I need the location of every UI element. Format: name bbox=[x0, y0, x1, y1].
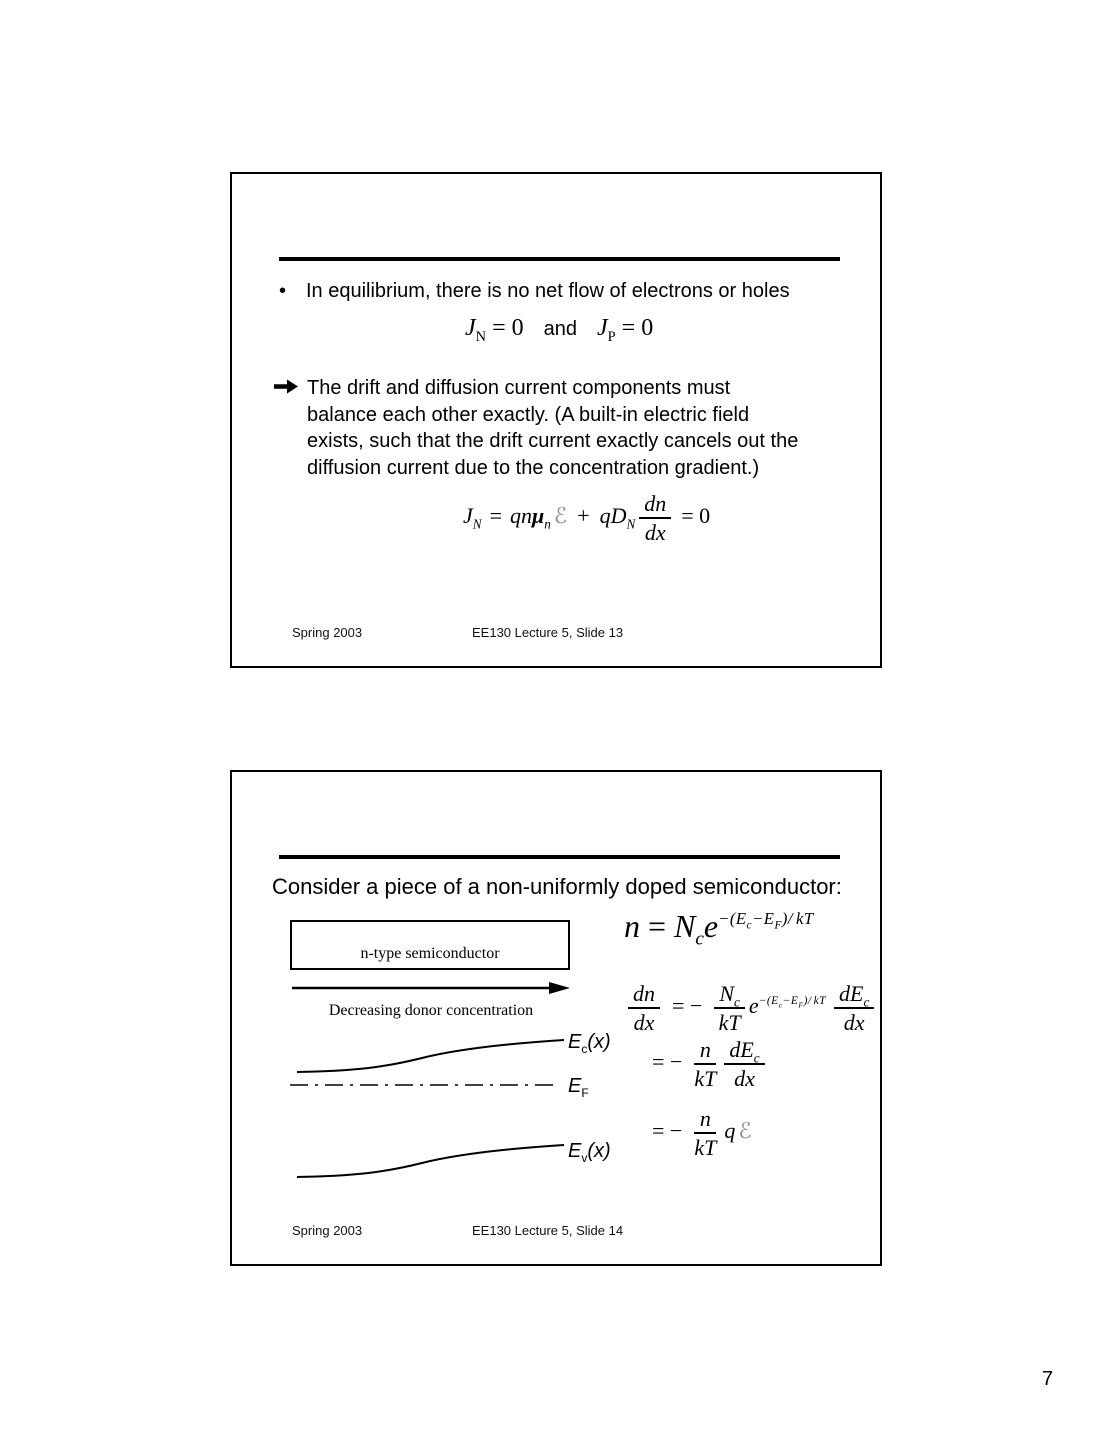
word-and: and bbox=[543, 318, 577, 340]
semiconductor-box-label: n-type semiconductor bbox=[360, 945, 500, 962]
paragraph-line: The drift and diffusion current components must bbox=[307, 377, 731, 399]
exponent: $-(E_c-E_F)/$ kT bbox=[718, 908, 814, 932]
equation-jn-jp-zero: $J_N = 0$ and $J_P = 0$ bbox=[465, 315, 654, 345]
title-underline bbox=[279, 257, 840, 261]
band-diagram bbox=[282, 1027, 574, 1192]
paragraph-line: exists, such that the drift current exactly cancels out the bbox=[307, 430, 799, 452]
ev-curve bbox=[297, 1145, 564, 1177]
fraction-dn-dx: $\frac{dn}{dx}$ bbox=[639, 492, 671, 544]
equation-dndx-simplified: = − $\frac{n}{kT}$ $\frac{dE_c}{dx}$ bbox=[652, 1038, 769, 1090]
mu-symbol: μ bbox=[531, 503, 545, 529]
bullet-text: In equilibrium, there is no net flow of electrons or holes bbox=[306, 280, 790, 302]
slide-title: Consider a piece of a non-uniformly doped semiconductor: bbox=[272, 874, 842, 899]
var-jp: J bbox=[596, 315, 608, 341]
paragraph-line: diffusion current due to the concentration gradient.) bbox=[307, 456, 760, 479]
slide-13 bbox=[230, 172, 882, 668]
label-ef: $E_F$ bbox=[568, 1075, 589, 1100]
title-underline bbox=[279, 855, 840, 859]
footer-term: Spring 2003 bbox=[292, 625, 363, 640]
footer-term: Spring 2003 bbox=[292, 1223, 363, 1238]
efield-symbol: ℰ bbox=[738, 1119, 752, 1145]
arrow-bullet-icon bbox=[274, 378, 299, 400]
var-jn: J bbox=[465, 315, 476, 341]
ec-curve bbox=[297, 1040, 564, 1072]
semiconductor-box bbox=[290, 920, 570, 970]
arrow-paragraph bbox=[307, 375, 798, 481]
paragraph-line: balance each other exactly. (A built-in electric field bbox=[307, 403, 750, 426]
footer-slide-label: EE130 Lecture 5, Slide 13 bbox=[472, 625, 624, 640]
bullet-marker: • bbox=[279, 280, 287, 302]
equation-drift-diffusion: $J_N = qn\mu_n$ ℰ + $qD_N$ $\frac{dn}{dx}$ = 0 bbox=[463, 491, 711, 546]
label-ec: $E_c(x)$ bbox=[568, 1031, 611, 1056]
exponent: $-(E_c-E_F)/$ kT bbox=[758, 995, 827, 1010]
efield-symbol: ℰ bbox=[553, 504, 568, 530]
direction-arrow-icon bbox=[290, 978, 572, 1001]
equation-n-boltzmann: $n = N_ce-(E_c-E_F)/$ kT bbox=[624, 908, 814, 950]
equation-dndx-field: = − $\frac{n}{kT}$ q ℰ bbox=[652, 1106, 752, 1161]
footer-slide-label: EE130 Lecture 5, Slide 14 bbox=[472, 1223, 624, 1238]
arrow-caption: Decreasing donor concentration bbox=[328, 1002, 534, 1019]
equation-dndx: $\frac{dn}{dx}$ = − $\frac{N_c}{kT}$ $e-(E_c-E_F)/$ kT $\frac{dE_c}{dx}$ bbox=[624, 982, 878, 1034]
page-number: 7 bbox=[1042, 1368, 1054, 1390]
slide-14 bbox=[230, 770, 882, 1266]
label-ev: $E_v(x)$ bbox=[568, 1140, 611, 1165]
